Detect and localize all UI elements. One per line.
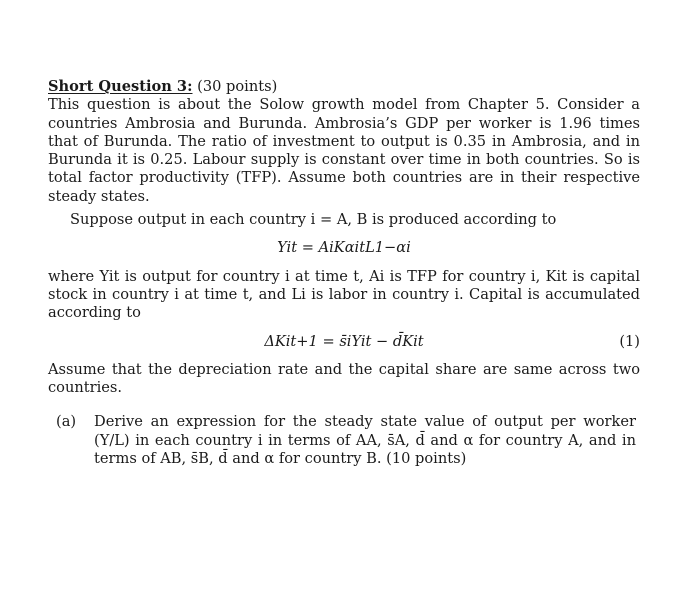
question-text: Derive an expression for the steady state value of output per worker (Y/L) in each country i in terms of AA, s̄A, d̄ and α for country A, and in terms of AB, s̄B, d̄ and α for country B. (10 points) <box>94 413 636 468</box>
production-intro: Suppose output in each country i = A, B is produced according to <box>70 211 557 229</box>
question-page <box>48 78 640 468</box>
assumption-text: Assume that the depreciation rate and the capital share are same across two countries. <box>48 360 640 397</box>
production-equation-text: Yit = AiKαitL1−αi <box>277 239 411 257</box>
accumulation-equation-text: ΔKit+1 = s̄iYit − d̄Kit <box>264 332 424 350</box>
intro-paragraph: This question is about the Solow growth model from Chapter 5. Consider a countries Ambrosia and Burunda. Ambrosia’s GDP per worker is 1.96 times that of Burunda. The ratio of investment to output is 0.35 in Ambrosia, and in Burunda it is 0.25. Labour supply is constant over time in both countries. So is total factor productivity (TFP). Assume both countries are in their respective steady states. <box>48 96 640 205</box>
question-title: Short Question 3: <box>48 78 193 95</box>
production-equation <box>48 239 640 257</box>
question-points: (30 points) <box>197 78 278 95</box>
equation-number: (1) <box>619 332 640 350</box>
question-label: (a) <box>56 413 77 431</box>
production-description: where Yit is output for country i at time t, Ai is TFP for country i, Kit is capital stock in country i at time t, and Li is labor in country i. Capital is accumulated according to <box>48 267 640 322</box>
accumulation-equation <box>48 333 640 351</box>
question-item-a <box>48 413 640 468</box>
question-heading <box>48 78 640 96</box>
